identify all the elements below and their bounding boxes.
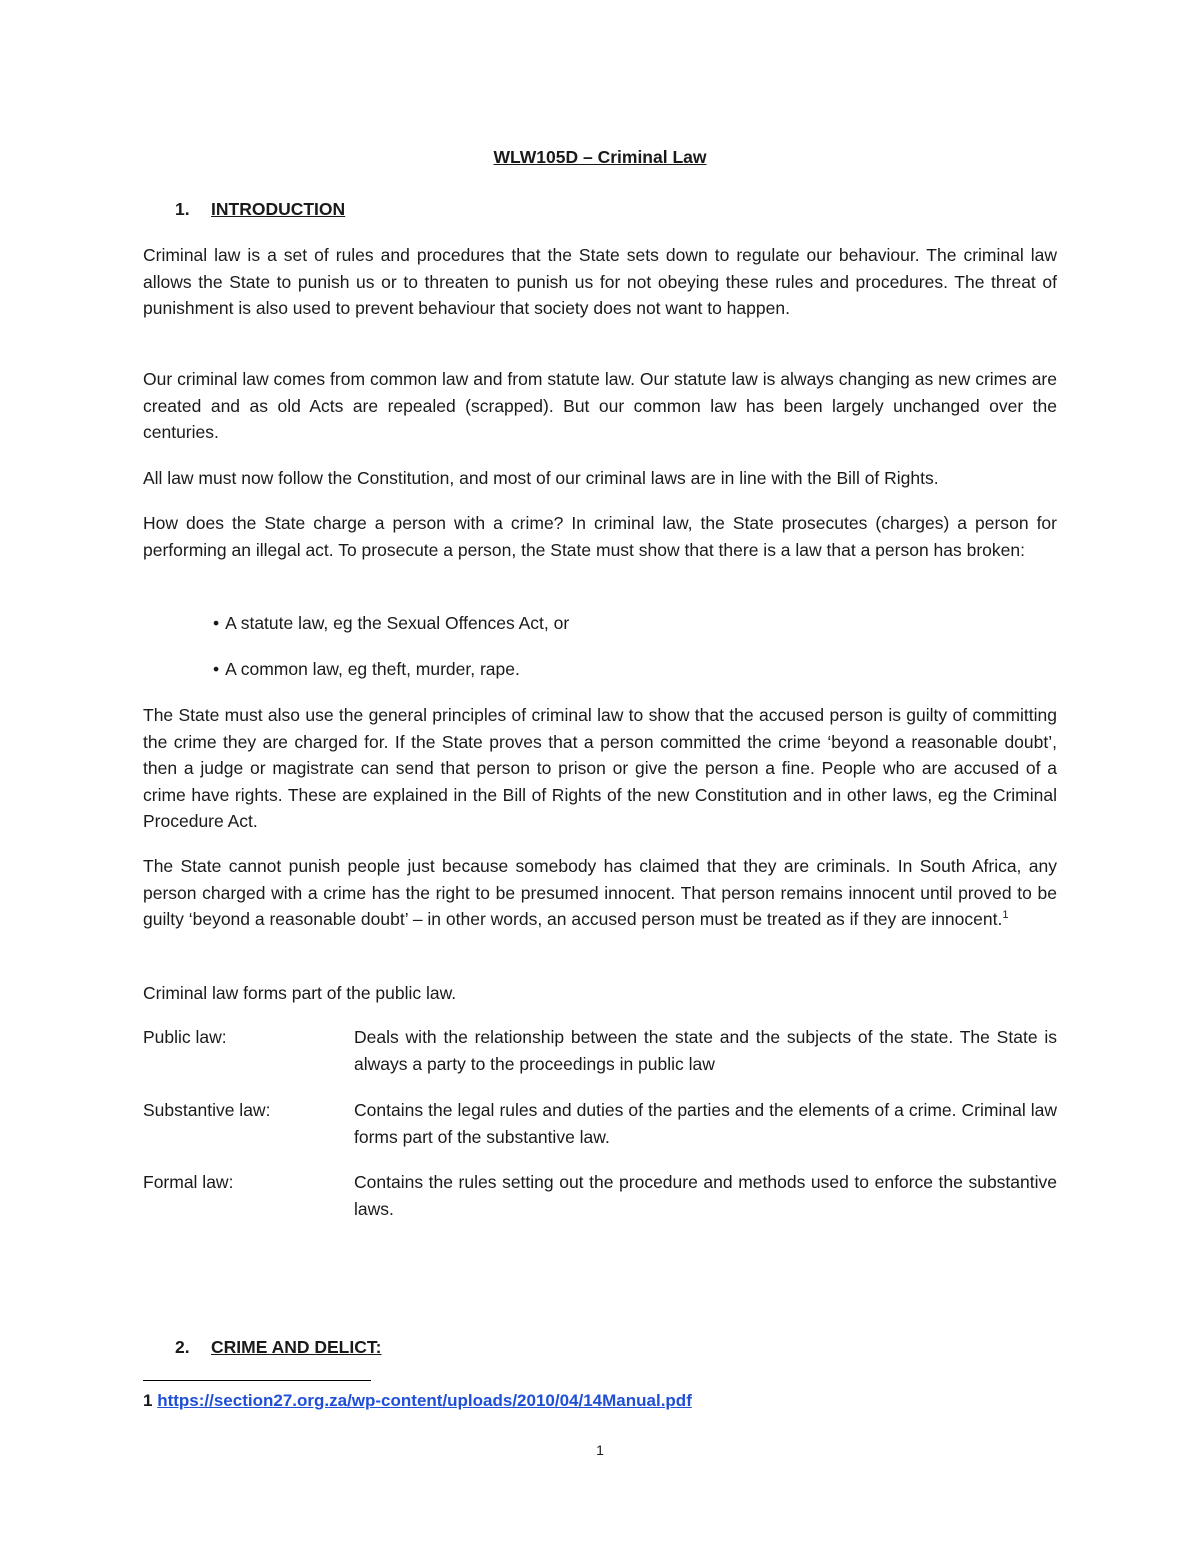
definition-term: Substantive law: xyxy=(143,1100,271,1120)
footnote xyxy=(143,1388,692,1415)
paragraph: Criminal law is a set of rules and procedures that the State sets down to regulate our behaviour. The criminal law allows the State to punish us or to threaten to punish us for not obeying these rules and procedures. The threat of punishment is also used to prevent behaviour that society does not want to happen. xyxy=(143,245,1057,318)
section-title: CRIME AND DELICT: xyxy=(211,1337,382,1357)
paragraph: All law must now follow the Constitution, and most of our criminal laws are in line with the Bill of Rights. xyxy=(143,468,939,488)
definition-description: Contains the rules setting out the procedure and methods used to enforce the substantive laws. xyxy=(354,1172,1057,1219)
paragraph: Criminal law forms part of the public law. xyxy=(143,983,457,1003)
bullet-icon: • xyxy=(213,613,220,633)
definition-term: Public law: xyxy=(143,1027,227,1047)
paragraph: The State must also use the general principles of criminal law to show that the accused person is guilty of committing the crime they are charged for. If the State proves that a person committed the crime ‘beyond a reasonable doubt’, then a judge or magistrate can send that person to prison or give the person a fine. People who are accused of a crime have rights. These are explained in the Bill of Rights of the new Constitution and in other laws, eg the Criminal Procedure Act. xyxy=(143,705,1057,831)
definition-term: Formal law: xyxy=(143,1172,234,1192)
document-page xyxy=(143,0,1057,1553)
document-title: WLW105D – Criminal Law xyxy=(493,147,707,167)
section-heading-crime-and-delict xyxy=(175,1334,381,1361)
paragraph: How does the State charge a person with a crime? In criminal law, the State prosecutes (charges) a person for performing an illegal act. To prosecute a person, the State must show that there is a law that a person has broken: xyxy=(143,513,1057,560)
list-item-text: A statute law, eg the Sexual Offences Act, or xyxy=(225,613,570,633)
footnote-number: 1 xyxy=(143,1391,153,1410)
section-title: INTRODUCTION xyxy=(211,199,346,219)
section-number: 2. xyxy=(175,1337,190,1357)
list-item-text: A common law, eg theft, murder, rape. xyxy=(225,659,520,679)
paragraph: Our criminal law comes from common law and from statute law. Our statute law is always changing as new crimes are created and as old Acts are repealed (scrapped). But our common law has been largely unchanged over the centuries. xyxy=(143,369,1057,442)
definition-description: Contains the legal rules and duties of the parties and the elements of a crime. Criminal law forms part of the substantive law. xyxy=(354,1100,1057,1147)
paragraph xyxy=(143,853,1057,933)
definition-description: Deals with the relationship between the state and the subjects of the state. The State is always a party to the proceedings in public law xyxy=(354,1027,1057,1074)
footnote-reference[interactable]: 1 xyxy=(1002,909,1009,921)
page-number: 1 xyxy=(596,1442,604,1458)
bullet-icon: • xyxy=(213,659,220,679)
footnote-link[interactable]: https://section27.org.za/wp-content/uploads/2010/04/14Manual.pdf xyxy=(157,1391,692,1410)
list-item xyxy=(213,656,520,683)
list-item xyxy=(213,610,569,637)
section-number: 1. xyxy=(175,199,190,219)
section-heading-introduction xyxy=(175,196,345,223)
footnote-separator xyxy=(143,1380,371,1381)
paragraph-text: The State cannot punish people just because somebody has claimed that they are criminals. In South Africa, any person charged with a crime has the right to be presumed innocent. That person remains innocent until proved to be guilty ‘beyond a reasonable doubt’ – in other words, an accused person must be treated as if they are innocent. xyxy=(143,856,1057,929)
